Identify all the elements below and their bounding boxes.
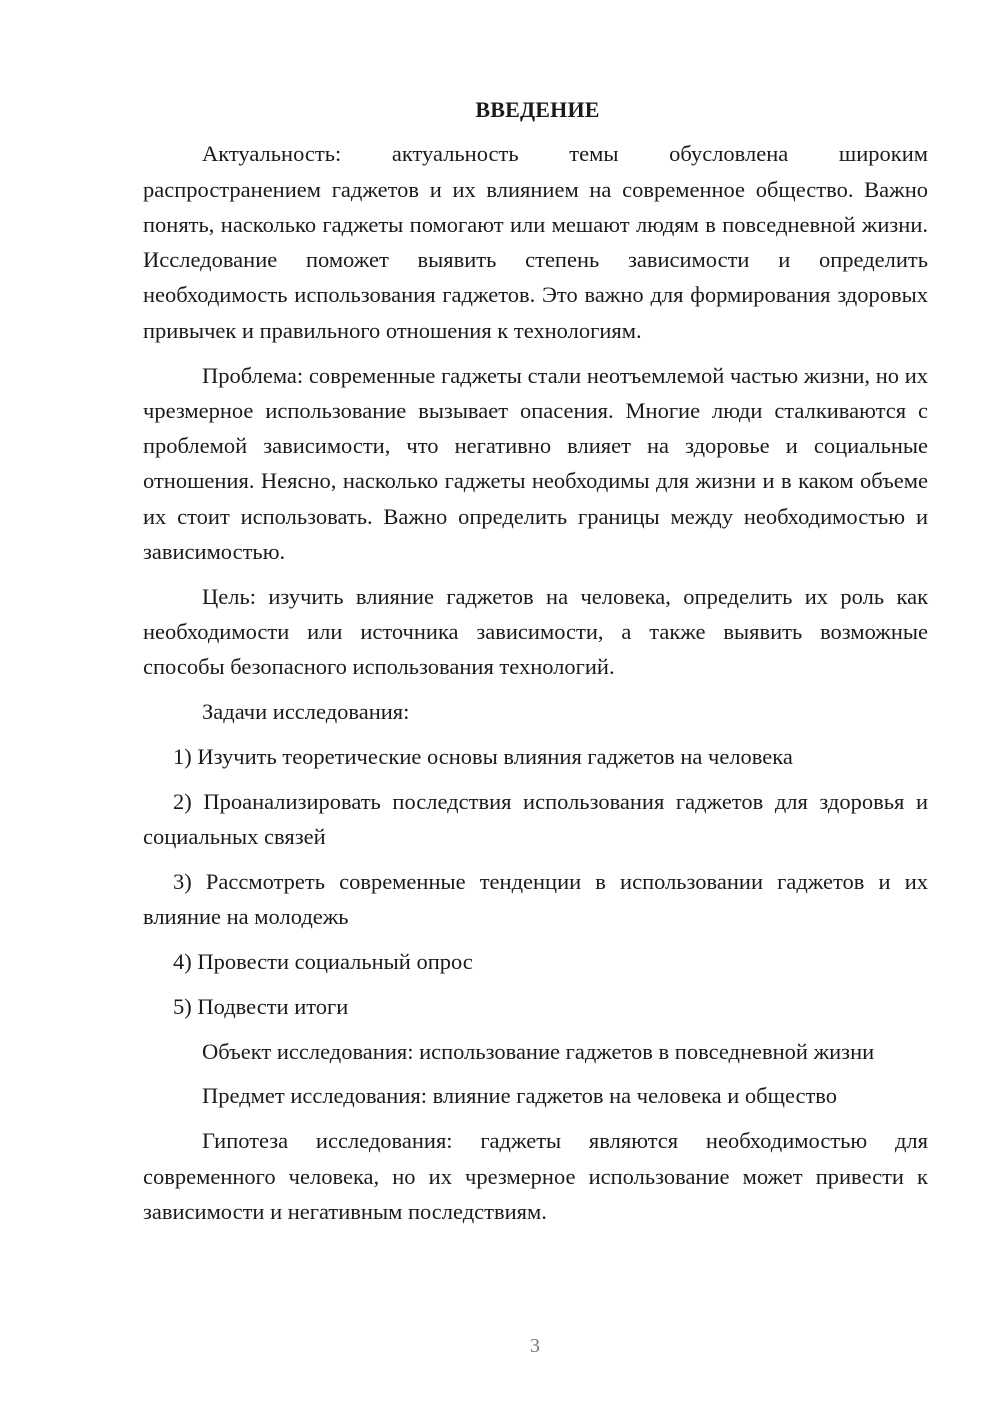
- page-number: 3: [530, 1335, 540, 1357]
- paragraph-subject: Предмет исследования: влияние гаджетов на человека и общество: [202, 1083, 838, 1109]
- task-item-1: 1) Изучить теоретические основы влияния гаджетов на человека: [173, 744, 793, 770]
- task-item-4: 4) Провести социальный опрос: [173, 949, 473, 975]
- page-content: [143, 92, 928, 1239]
- paragraph-goal: Цель: изучить влияние гаджетов на человека, определить их роль как необходимости или источника зависимости, а также выявить возможные способы безопасного использования технологий.: [143, 583, 928, 680]
- task-item-2: 2) Проанализировать последствия использования гаджетов для здоровья и социальных связей: [143, 788, 928, 850]
- paragraph-object: Объект исследования: использование гаджетов в повседневной жизни: [202, 1038, 875, 1064]
- paragraph-problem: Проблема: современные гаджеты стали неотъемлемой частью жизни, но их чрезмерное использование вызывает опасения. Многие люди сталкиваются с проблемой зависимости, что негативно влияет на здоровье и социальные отношения. Неясно, насколько гаджеты необходимы для жизни и в каком объеме их стоит использовать. Важно определить границы между необходимостью и зависимостью.: [143, 362, 928, 565]
- paragraph-hypothesis: Гипотеза исследования: гаджеты являются необходимостью для современного человека, но их чрезмерное использование может привести к зависимости и негативным последствиям.: [143, 1128, 928, 1224]
- section-title: ВВЕДЕНИЕ: [475, 97, 600, 122]
- paragraph-tasks-heading: Задачи исследования:: [202, 699, 410, 725]
- task-item-5: 5) Подвести итоги: [173, 993, 349, 1019]
- task-item-3: 3) Рассмотреть современные тенденции в использовании гаджетов и их влияние на молодежь: [143, 868, 928, 930]
- paragraph-relevance: Актуальность: актуальность темы обусловлена широким распространением гаджетов и их влиянием на современное общество. Важно понять, насколько гаджеты помогают или мешают людям в повседневной жизни. Исследование поможет выявить степень зависимости и определить необходимость использования гаджетов. Это важно для формирования здоровых привычек и правильного отношения к технологиям.: [143, 141, 928, 343]
